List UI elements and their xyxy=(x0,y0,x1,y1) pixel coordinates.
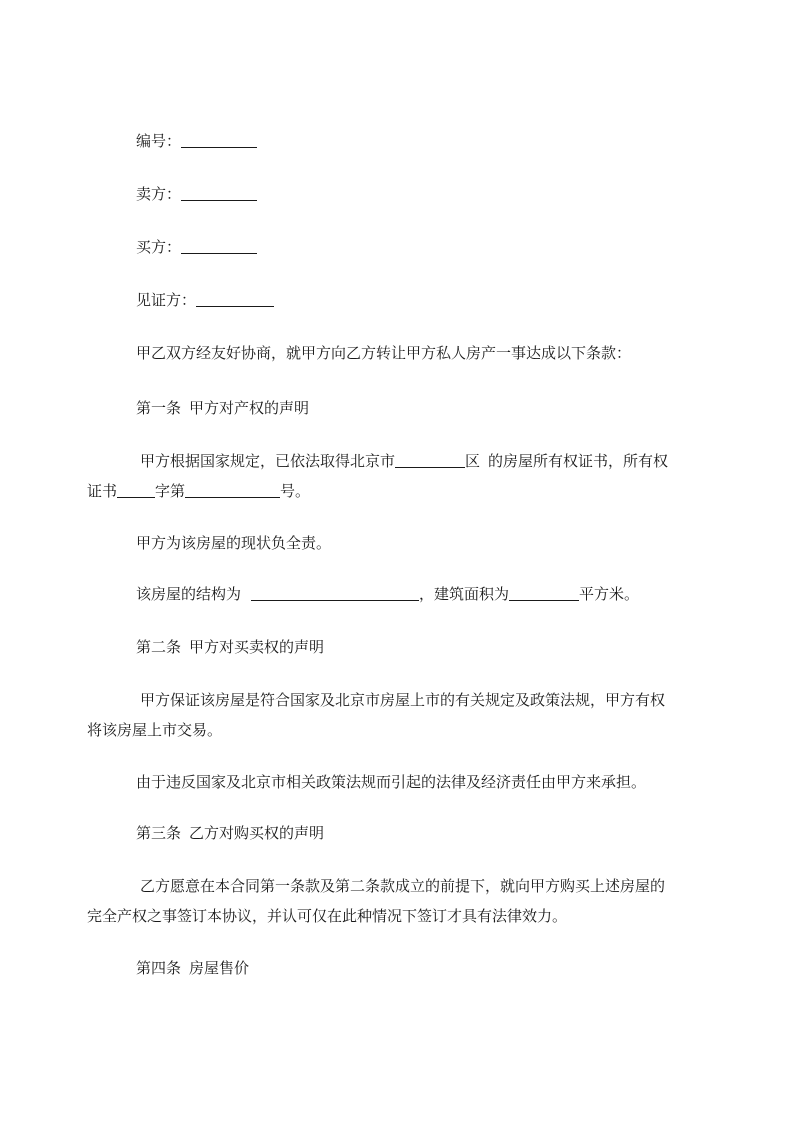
witness-field xyxy=(136,285,274,315)
article3-title: 乙方对购买权的声明 xyxy=(189,824,325,842)
article1-paragraph1 xyxy=(87,446,711,506)
article2-number: 第二条 xyxy=(136,638,182,656)
article2-heading xyxy=(136,632,324,662)
certificate-prefix-blank[interactable] xyxy=(117,479,155,498)
article2-p1-line2: 将该房屋上市交易。 xyxy=(87,721,223,739)
article1-paragraph3 xyxy=(136,579,639,609)
article1-p3-text-b: ，建筑面积为 xyxy=(419,585,510,603)
article2-paragraph1 xyxy=(87,685,711,745)
witness-label: 见证方： xyxy=(136,291,197,309)
article3-p1-line2: 完全产权之事签订本协议，并认可仅在此种情况下签订才具有法律效力。 xyxy=(87,907,568,925)
number-blank[interactable] xyxy=(181,129,257,148)
certificate-number-blank[interactable] xyxy=(185,479,280,498)
article1-p1-text-f: 号。 xyxy=(280,482,311,500)
district-blank[interactable] xyxy=(395,449,465,468)
article1-p1-text-a: 甲方根据国家规定，已依法取得北京市 xyxy=(140,452,396,470)
article3-paragraph1 xyxy=(87,871,711,931)
article4-number: 第四条 xyxy=(136,959,182,977)
article1-p3-text-a: 该房屋的结构为 xyxy=(136,585,242,603)
article1-title: 甲方对产权的声明 xyxy=(189,399,310,417)
seller-field xyxy=(136,179,257,209)
article2-title: 甲方对买卖权的声明 xyxy=(189,638,325,656)
preamble: 甲乙双方经友好协商，就甲方向乙方转让甲方私人房产一事达成以下条款： xyxy=(136,344,632,362)
article1-p1-text-b: 区 xyxy=(465,452,481,470)
number-label: 编号： xyxy=(136,132,182,150)
area-blank[interactable] xyxy=(509,582,579,601)
structure-blank[interactable] xyxy=(251,582,419,601)
article2-p1-line1: 甲方保证该房屋是符合国家及北京市房屋上市的有关规定及政策法规，甲方有权 xyxy=(140,691,666,709)
article3-p1-line1: 乙方愿意在本合同第一条款及第二条款成立的前提下，就向甲方购买上述房屋的 xyxy=(140,877,666,895)
article4-heading xyxy=(136,953,249,983)
seller-label: 卖方： xyxy=(136,185,182,203)
seller-blank[interactable] xyxy=(181,182,257,201)
article2-paragraph2: 由于违反国家及北京市相关政策法规而引起的法律及经济责任由甲方来承担。 xyxy=(136,773,647,791)
article4-title: 房屋售价 xyxy=(189,959,250,977)
article1-p3-text-c: 平方米。 xyxy=(579,585,640,603)
article3-number: 第三条 xyxy=(136,824,182,842)
article3-heading xyxy=(136,818,324,848)
buyer-label: 买方： xyxy=(136,238,182,256)
article1-heading xyxy=(136,393,309,423)
number-field xyxy=(136,126,257,156)
article1-number: 第一条 xyxy=(136,399,182,417)
witness-blank[interactable] xyxy=(196,288,274,307)
article1-p1-text-d: 证书 xyxy=(87,482,118,500)
article1-paragraph2: 甲方为该房屋的现状负全责。 xyxy=(136,534,332,552)
buyer-field xyxy=(136,232,257,262)
article1-p1-text-c: 的房屋所有权证书，所有权 xyxy=(488,452,669,470)
buyer-blank[interactable] xyxy=(181,235,257,254)
article1-p1-text-e: 字第 xyxy=(155,482,186,500)
